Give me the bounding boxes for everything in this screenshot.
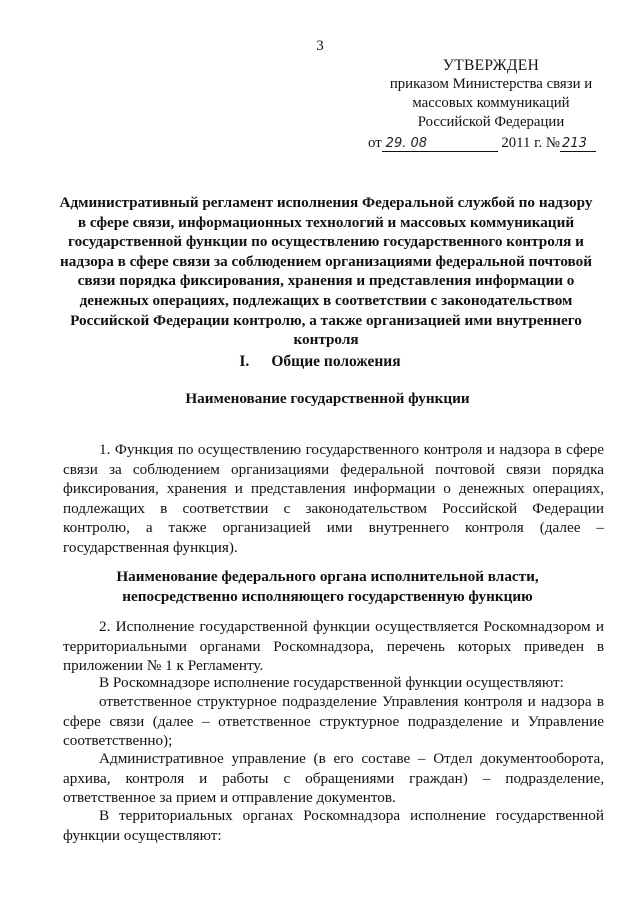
handwritten-number-field: [560, 136, 596, 152]
section-heading: [0, 353, 640, 371]
date-prefix: от: [368, 135, 382, 151]
handwritten-number: 213: [562, 136, 587, 151]
approval-block: [368, 56, 614, 153]
paragraph-2: 2. Исполнение государственной функции осуществляется Роскомнадзором и территориальными органами Роскомнадзора, перечень которых приведен в приложении № 1 к Регламенту.: [63, 618, 604, 675]
handwritten-date-field: [382, 136, 498, 152]
approval-line-1: приказом Министерства связи и: [389, 76, 593, 92]
paragraph-3: В Роскомнадзоре исполнение государственной функции осуществляют:: [99, 674, 564, 691]
paragraph-1: 1. Функция по осуществлению государственного контроля и надзора в сфере связи за соблюдением организациями федеральной почтовой связи порядка фиксирования, хранения и представления информации о денежных операциях, подлежащих в соответствии с законодательством Российской Федерации контролю, а также организацией ими внутреннего контроля (далее – государственная функция).: [63, 441, 604, 556]
approval-line-3: Российской Федерации: [417, 114, 565, 130]
paragraph-4: ответственное структурное подразделение Управления контроля и надзора в сфере связи (далее – ответственное структурное подразделение и Управление соответственно);: [63, 693, 604, 750]
paragraph-5: Административное управление (в его составе – Отдел документооборота, архива, контроля и работы с обращениями граждан) – подразделение, ответственное за прием и отправление документов.: [63, 750, 604, 807]
subheading-function-name: Наименование государственной функции: [185, 390, 470, 407]
section-numeral: I.: [239, 353, 250, 370]
document-title: Административный регламент исполнения Федеральной службой по надзору в сфере связи, информационных технологий и массовых коммуникаций государственной функции по осуществлению государственного контроля и надзора в сфере связи за соблюдением организациями федеральной почтовой связи порядка фиксирования, хранения и представления информации о денежных операциях, подлежащих в соответствии с законодательством Российской Федерации контролю, а также организацией ими внутреннего контроля: [59, 194, 593, 349]
approval-line-2: массовых коммуникаций: [412, 95, 570, 111]
approved-stamp-text: УТВЕРЖДЕН: [442, 57, 540, 74]
page-number: 3: [316, 38, 324, 54]
paragraph-6: В территориальных органах Роскомнадзора исполнение государственной функции осуществляют:: [63, 807, 604, 844]
section-title: Общие положения: [271, 353, 401, 370]
subheading-executive-body: Наименование федерального органа исполнительной власти, непосредственно исполняющего государственную функцию: [116, 568, 539, 605]
year-text: 2011 г. №: [501, 135, 561, 151]
approval-dateline: [368, 134, 614, 153]
handwritten-date: 29. 08: [385, 136, 428, 151]
